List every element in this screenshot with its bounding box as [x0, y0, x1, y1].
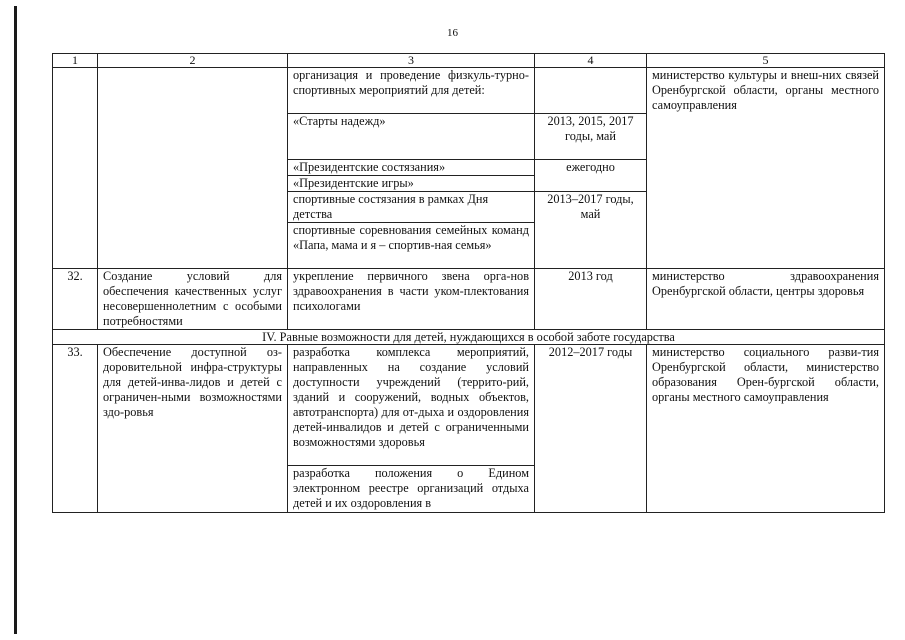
row-32-term: 2013 год [535, 269, 647, 330]
row-33-term: 2012–2017 годы [535, 345, 647, 513]
event-name: «Старты надежд» [288, 114, 535, 160]
cont-measure-cell [98, 68, 288, 269]
event-term: 2013–2017 годы, май [535, 192, 647, 269]
section-row [53, 330, 885, 345]
binding-bar [14, 6, 17, 634]
row-32-measure: Создание условий для обеспечения качественных услуг несовершеннолетним с особыми потребностями [98, 269, 288, 330]
measures-table [52, 53, 885, 513]
event-term: 2013, 2015, 2017 годы, май [535, 114, 647, 160]
table-row [53, 345, 885, 466]
col-header-3: 3 [288, 54, 535, 68]
row-33-executors: министерство социального разви-тия Оренбургской области, министерство образования Орен-бургской области, органы местного самоуправления [647, 345, 885, 513]
event-name: «Президентские состязания» [288, 160, 535, 176]
col-header-4: 4 [535, 54, 647, 68]
page-number: 16 [447, 27, 458, 39]
cont-activity-intro: организация и проведение физкуль-турно-спортивных мероприятий для детей: [288, 68, 535, 114]
table-row [53, 269, 885, 330]
column-number-row [53, 54, 885, 68]
table-row [53, 68, 885, 114]
event-name: «Президентские игры» [288, 176, 535, 192]
col-header-1: 1 [53, 54, 98, 68]
row-33-num: 33. [53, 345, 98, 513]
row-32-num: 32. [53, 269, 98, 330]
col-header-2: 2 [98, 54, 288, 68]
event-name: спортивные состязания в рамках Дня детства [288, 192, 535, 223]
row-33-activity-1: разработка комплекса мероприятий, направленных на создание условий доступности учреждений (террито-рий, зданий и сооружений, водных объектов, автотранспорта) для от-дыха и оздоровления детей-инвалидов и детей с ограниченными возможностями здоровья [288, 345, 535, 466]
event-term: ежегодно [535, 160, 647, 192]
row-32-executors: министерство здравоохранения Оренбургской области, центры здоровья [647, 269, 885, 330]
cont-term-intro [535, 68, 647, 114]
row-33-activity-2: разработка положения о Едином электронном реестре организаций отдыха детей и их оздоровления в [288, 466, 535, 513]
cont-num-cell [53, 68, 98, 269]
section-iv-title: IV. Равные возможности для детей, нуждающихся в особой заботе государства [53, 330, 885, 345]
col-header-5: 5 [647, 54, 885, 68]
cont-executors: министерство культуры и внеш-них связей Оренбургской области, органы местного самоуправления [647, 68, 885, 269]
row-33-measure: Обеспечение доступной оз-доровительной инфра-структуры для детей-инва-лидов и детей с ограничен-ными возможностями здо-ровья [98, 345, 288, 513]
row-32-activity: укрепление первичного звена орга-нов здравоохранения в части уком-плектования психологами [288, 269, 535, 330]
event-name: спортивные соревнования семейных команд «Папа, мама и я – спортив-ная семья» [288, 223, 535, 269]
